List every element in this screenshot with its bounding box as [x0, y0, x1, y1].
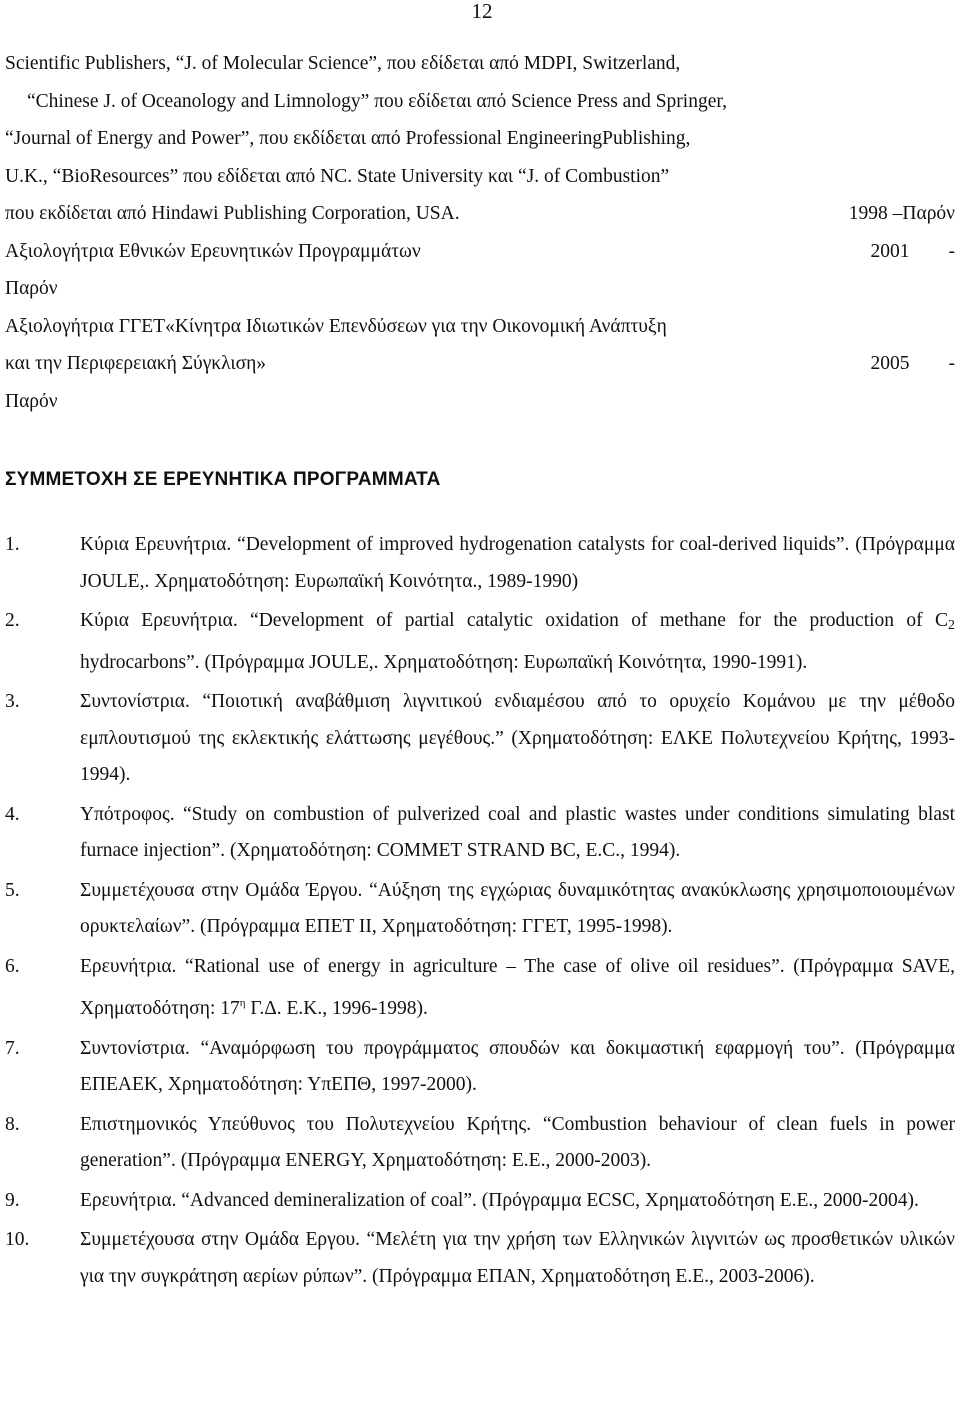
- page-number: 12: [471, 0, 493, 23]
- role-text: Αξιολογήτρια ΓΓΕΤ«Κίνητρα Ιδιωτικών Επενδύσεων για την Οικονομική Ανάπτυξη: [5, 315, 667, 337]
- item-text-end: Γ.Δ. Ε.Κ., 1996-1998).: [245, 998, 428, 1019]
- item-text-start: Ερευνήτρια. “Rational use of energy in agriculture – The case of olive oil residues”. (Πρόγραμμα SAVE, Χρηματοδότηση: 17: [80, 955, 955, 1019]
- list-item: [5, 684, 955, 794]
- list-item: [5, 1031, 955, 1104]
- item-text: Συντονίστρια. “Ποιοτική αναβάθμιση λιγνιτικού ενδιαμέσου από το ορυχείο Κομάνου με την μέθοδο εμπλουτισμού της εκλεκτικής ελάττωσης μεγέθους.” (Χρηματοδότηση: ΕΛΚΕ Πολυτεχνείου Κρήτης, 1993-1994).: [80, 691, 955, 785]
- list-item: [5, 1183, 955, 1220]
- item-number: 1.: [5, 534, 20, 555]
- intro-line: U.K., “BioResources” που εδίδεται από NC. State University και “J. of Combustion”: [5, 165, 670, 187]
- item-number: 5.: [5, 879, 20, 901]
- role-period: 2001 -: [870, 240, 955, 262]
- item-number: 7.: [5, 1037, 20, 1059]
- list-item: [5, 527, 955, 600]
- role-text: και την Περιφερειακή Σύγκλιση»: [5, 353, 267, 374]
- list-item: [5, 949, 955, 1028]
- item-text: Συντονίστρια. “Αναμόρφωση του προγράμματος σπουδών και δοκιμαστική εφαρμογή του”. (Πρόγραμμα ΕΠΕΑΕΚ, Χρηματοδότηση: ΥπΕΠΘ, 1997-2000).: [80, 1037, 955, 1095]
- item-text-end: hydrocarbons”. (Πρόγραμμα JOULE,. Χρηματοδότηση: Ευρωπαϊκή Κοινότητα, 1990-1991).: [80, 651, 808, 673]
- item-text-start: Κύρια Ερευνήτρια. “Development of partial catalytic oxidation of methane for the production of C: [80, 610, 948, 631]
- role-row: [5, 383, 955, 421]
- intro-line: “Chinese J. of Oceanology and Limnology” που εδίδεται από Science Press and Springer,: [27, 90, 727, 112]
- role-text: Παρόν: [5, 278, 58, 299]
- item-text: Συμμετέχουσα στην Ομάδα Έργου. “Αύξηση της εγχώριας δυναμικότητας ανακύκλωσης χρησιμοποιουμένων ορυκτελαίων”. (Πρόγραμμα ΕΠΕΤ ΙΙ, Χρηματοδότηση: ΓΓΕΤ, 1995-1998).: [80, 879, 955, 937]
- item-text: [80, 603, 955, 681]
- role-text: Παρόν: [5, 390, 58, 412]
- item-number: 2.: [5, 610, 20, 631]
- item-number: 10.: [5, 1229, 30, 1250]
- item-text: Επιστημονικός Υπεύθυνος του Πολυτεχνείου Κρήτης. “Combustion behaviour of clean fuels in power generation”. (Πρόγραμμα ENERGY, Χρηματοδότηση: Ε.Ε., 2000-2003).: [80, 1113, 955, 1171]
- role-text: Αξιολογήτρια Εθνικών Ερευνητικών Προγραμμάτων: [5, 240, 421, 262]
- list-item: [5, 797, 955, 870]
- role-text: που εκδίδεται από Hindawi Publishing Corporation, USA.: [5, 203, 460, 224]
- role-row: [5, 308, 955, 346]
- publications-and-roles: [5, 45, 955, 420]
- intro-line: “Journal of Energy and Power”, που εκδίδεται από Professional EngineeringPublishing,: [5, 128, 691, 149]
- superscript: η: [239, 997, 246, 1009]
- research-projects-list: [5, 527, 955, 1298]
- item-text: Συμμετέχουσα στην Ομάδα Εργου. “Μελέτη για την χρήση των Ελληνικών λιγνιτών ως προσθετικών υλικών για την συγκράτηση αερίων ρύπων”. (Πρόγραμμα ΕΠΑΝ, Χρηματοδότηση Ε.Ε., 2003-2006).: [80, 1229, 955, 1287]
- list-item: [5, 1222, 955, 1295]
- intro-line: Scientific Publishers, “J. of Molecular Science”, που εδίδεται από MDPI, Switzerland,: [5, 53, 681, 74]
- item-text: [80, 949, 955, 1028]
- item-number: 4.: [5, 803, 20, 825]
- item-number: 8.: [5, 1113, 20, 1135]
- list-item: [5, 873, 955, 946]
- item-number: 3.: [5, 691, 20, 712]
- section-heading: ΣΥΜΜΕΤΟΧΗ ΣΕ ΕΡΕΥΝΗΤΙΚΑ ΠΡΟΓΡΑΜΜΑΤΑ: [5, 469, 441, 490]
- item-number: 9.: [5, 1189, 20, 1211]
- role-period: 2005 -: [870, 353, 955, 374]
- role-row: [5, 195, 955, 233]
- role-row: [5, 345, 955, 383]
- role-row: [5, 233, 955, 271]
- item-text: Κύρια Ερευνήτρια. “Development of improved hydrogenation catalysts for coal-derived liquids”. (Πρόγραμμα JOULE,. Χρηματοδότηση: Ευρωπαϊκή Κοινότητα., 1989-1990): [80, 534, 955, 592]
- subscript: 2: [948, 618, 955, 633]
- item-text: Υπότροφος. “Study on combustion of pulverized coal and plastic wastes under conditions simulating blast furnace injection”. (Χρηματοδότηση: COMMET STRAND BC, E.C., 1994).: [80, 803, 955, 861]
- item-number: 6.: [5, 955, 20, 977]
- list-item: [5, 1107, 955, 1180]
- item-text: Ερευνήτρια. “Advanced demineralization of coal”. (Πρόγραμμα ECSC, Χρηματοδότηση Ε.Ε., 2000-2004).: [80, 1189, 919, 1211]
- role-period: 1998 –Παρόν: [848, 203, 955, 224]
- list-item: [5, 603, 955, 681]
- role-row: [5, 270, 955, 308]
